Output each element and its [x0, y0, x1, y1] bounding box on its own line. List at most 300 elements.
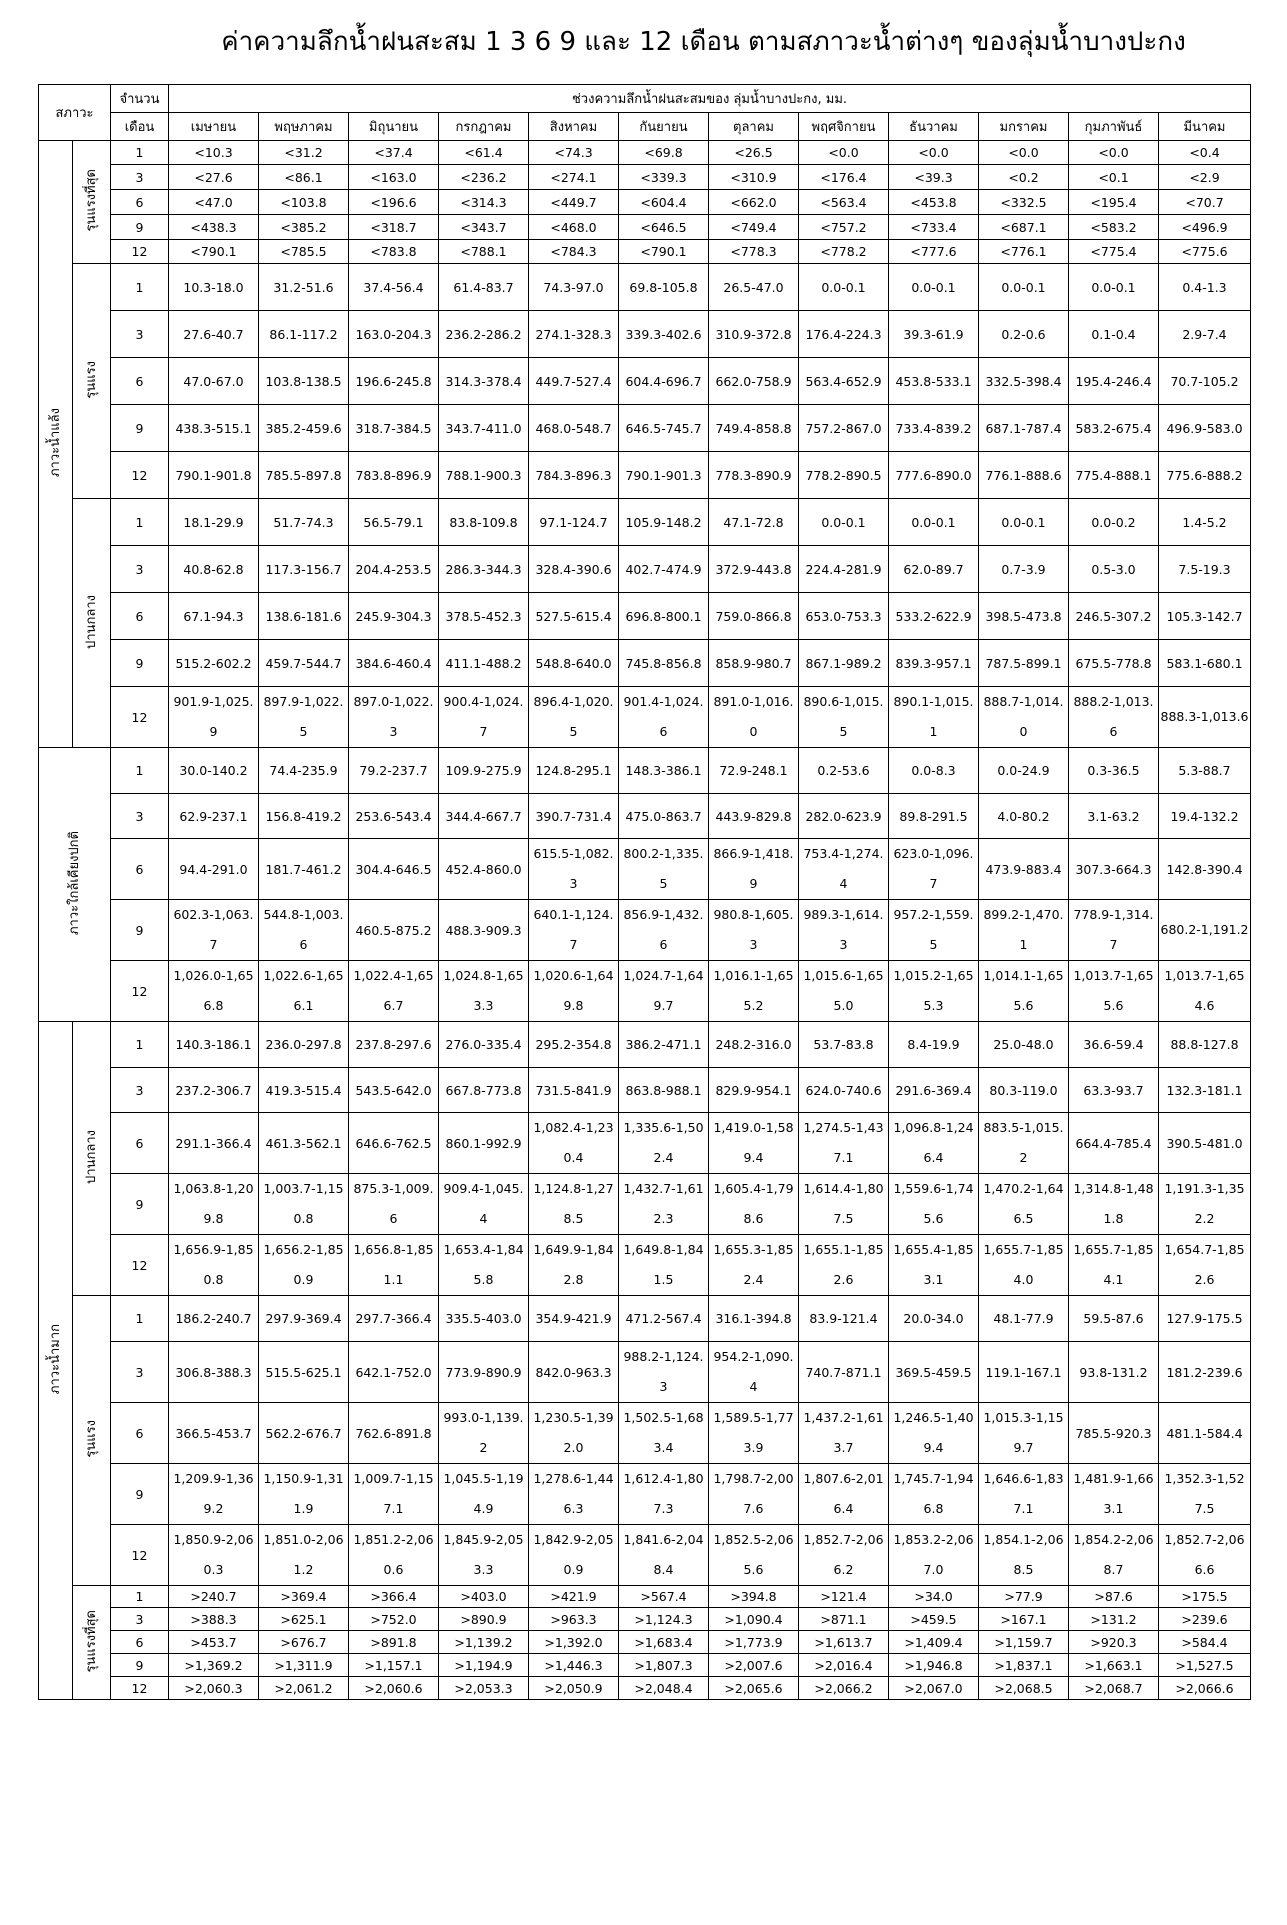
value-cell: <785.5 — [259, 240, 349, 264]
value-cell: 646.6-762.5 — [349, 1113, 439, 1174]
value-cell: >1,124.3 — [619, 1608, 709, 1631]
value-cell: >676.7 — [259, 1631, 349, 1654]
value-cell: 1,278.6-1,446.3 — [529, 1464, 619, 1525]
value-cell: 496.9-583.0 — [1159, 405, 1251, 452]
value-cell: <783.8 — [349, 240, 439, 264]
value-cell: 314.3-378.4 — [439, 358, 529, 405]
value-cell: >121.4 — [799, 1586, 889, 1608]
value-cell: 204.4-253.5 — [349, 546, 439, 593]
value-cell: >752.0 — [349, 1608, 439, 1631]
value-cell: 615.5-1,082.3 — [529, 839, 619, 900]
value-cell: 0.0-0.1 — [979, 499, 1069, 546]
value-cell: <778.2 — [799, 240, 889, 264]
value-cell: 988.2-1,124.3 — [619, 1342, 709, 1403]
value-cell: 237.2-306.7 — [169, 1068, 259, 1113]
value-cell: 74.3-97.0 — [529, 264, 619, 311]
value-cell: 548.8-640.0 — [529, 640, 619, 687]
value-cell: >167.1 — [979, 1608, 1069, 1631]
month-count-cell: 12 — [111, 1525, 169, 1586]
value-cell: >2,060.3 — [169, 1677, 259, 1700]
value-cell: 563.4-652.9 — [799, 358, 889, 405]
vertical-label: ปานกลาง — [84, 594, 99, 649]
value-cell: >2,066.6 — [1159, 1677, 1251, 1700]
value-cell: >890.9 — [439, 1608, 529, 1631]
value-cell: >1,139.2 — [439, 1631, 529, 1654]
value-cell: <31.2 — [259, 141, 349, 165]
value-cell: 900.4-1,024.7 — [439, 687, 529, 748]
value-cell: 860.1-992.9 — [439, 1113, 529, 1174]
value-cell: >369.4 — [259, 1586, 349, 1608]
value-cell: 604.4-696.7 — [619, 358, 709, 405]
value-cell: 372.9-443.8 — [709, 546, 799, 593]
value-cell: 515.5-625.1 — [259, 1342, 349, 1403]
month-count-cell: 12 — [111, 240, 169, 264]
vertical-label: ปานกลาง — [84, 1130, 99, 1184]
value-cell: >2,068.7 — [1069, 1677, 1159, 1700]
header-row — [39, 85, 1251, 113]
value-cell: 398.5-473.8 — [979, 593, 1069, 640]
value-cell: 762.6-891.8 — [349, 1403, 439, 1464]
value-cell: <468.0 — [529, 215, 619, 240]
value-cell: 1,854.1-2,068.5 — [979, 1525, 1069, 1586]
value-cell: 1,655.1-1,852.6 — [799, 1235, 889, 1296]
value-cell: >1,613.7 — [799, 1631, 889, 1654]
value-cell: >459.5 — [889, 1608, 979, 1631]
value-cell: 788.1-900.3 — [439, 452, 529, 499]
value-cell: <70.7 — [1159, 190, 1251, 215]
value-cell: 297.9-369.4 — [259, 1296, 349, 1342]
value-cell: 0.5-3.0 — [1069, 546, 1159, 593]
table-row — [39, 839, 1251, 900]
table-row — [39, 1068, 1251, 1113]
value-cell: >1,683.4 — [619, 1631, 709, 1654]
value-cell: 866.9-1,418.9 — [709, 839, 799, 900]
value-cell: <563.4 — [799, 190, 889, 215]
value-cell: >2,048.4 — [619, 1677, 709, 1700]
value-cell: 0.3-36.5 — [1069, 748, 1159, 794]
value-cell: <790.1 — [169, 240, 259, 264]
value-cell: 286.3-344.3 — [439, 546, 529, 593]
value-cell: 332.5-398.4 — [979, 358, 1069, 405]
value-cell: <310.9 — [709, 165, 799, 190]
value-cell: 40.8-62.8 — [169, 546, 259, 593]
value-cell: <496.9 — [1159, 215, 1251, 240]
value-cell: 27.6-40.7 — [169, 311, 259, 358]
table-row — [39, 748, 1251, 794]
value-cell: 839.3-957.1 — [889, 640, 979, 687]
value-cell: <61.4 — [439, 141, 529, 165]
value-cell: 1,853.2-2,067.0 — [889, 1525, 979, 1586]
value-cell: 0.0-0.1 — [979, 264, 1069, 311]
value-cell: 829.9-954.1 — [709, 1068, 799, 1113]
value-cell: 304.4-646.5 — [349, 839, 439, 900]
value-cell: 366.5-453.7 — [169, 1403, 259, 1464]
value-cell: 867.1-989.2 — [799, 640, 889, 687]
value-cell: 980.8-1,605.3 — [709, 900, 799, 961]
month-header: กันยายน — [619, 113, 709, 141]
value-cell: >1,157.1 — [349, 1654, 439, 1677]
value-cell: <449.7 — [529, 190, 619, 215]
month-count-cell: 1 — [111, 264, 169, 311]
value-cell: 1,009.7-1,157.1 — [349, 1464, 439, 1525]
value-cell: <196.6 — [349, 190, 439, 215]
value-cell: >77.9 — [979, 1586, 1069, 1608]
value-cell: <662.0 — [709, 190, 799, 215]
month-count-cell: 6 — [111, 1631, 169, 1654]
value-cell: 1,842.9-2,050.9 — [529, 1525, 619, 1586]
vertical-label: รุนแรง — [84, 360, 99, 399]
value-cell: 757.2-867.0 — [799, 405, 889, 452]
table-row — [39, 687, 1251, 748]
value-cell: 369.5-459.5 — [889, 1342, 979, 1403]
value-cell: <0.0 — [799, 141, 889, 165]
month-count-cell: 3 — [111, 794, 169, 839]
value-cell: 1,082.4-1,230.4 — [529, 1113, 619, 1174]
table-row — [39, 1403, 1251, 1464]
value-cell: 562.2-676.7 — [259, 1403, 349, 1464]
value-cell: >1,369.2 — [169, 1654, 259, 1677]
header-row — [39, 113, 1251, 141]
value-cell: 67.1-94.3 — [169, 593, 259, 640]
value-cell: 1,470.2-1,646.5 — [979, 1174, 1069, 1235]
value-cell: 624.0-740.6 — [799, 1068, 889, 1113]
value-cell: 51.7-74.3 — [259, 499, 349, 546]
value-cell: <687.1 — [979, 215, 1069, 240]
value-cell: 680.2-1,191.2 — [1159, 900, 1251, 961]
value-cell: <790.1 — [619, 240, 709, 264]
subgroup-label-cell — [73, 499, 111, 748]
value-cell: 109.9-275.9 — [439, 748, 529, 794]
value-cell: 1,432.7-1,612.3 — [619, 1174, 709, 1235]
value-cell: 4.0-80.2 — [979, 794, 1069, 839]
value-cell: >2,068.5 — [979, 1677, 1069, 1700]
value-cell: >1,392.0 — [529, 1631, 619, 1654]
value-cell: 1,022.6-1,656.1 — [259, 961, 349, 1022]
page-title: ค่าความลึกน้ำฝนสะสม 1 3 6 9 และ 12 เดือน ตามสภาวะน้ำต่างๆ ของลุ่มน้ำบางปะกง — [221, 27, 1186, 57]
value-cell: 1,022.4-1,656.7 — [349, 961, 439, 1022]
value-cell: 236.2-286.2 — [439, 311, 529, 358]
value-cell: <0.2 — [979, 165, 1069, 190]
value-cell: 790.1-901.3 — [619, 452, 709, 499]
value-cell: 1,589.5-1,773.9 — [709, 1403, 799, 1464]
value-cell: 79.2-237.7 — [349, 748, 439, 794]
value-cell: 274.1-328.3 — [529, 311, 619, 358]
value-cell: 47.1-72.8 — [709, 499, 799, 546]
value-cell: 775.4-888.1 — [1069, 452, 1159, 499]
value-cell: 778.9-1,314.7 — [1069, 900, 1159, 961]
table-row — [39, 593, 1251, 640]
value-cell: 1,024.8-1,653.3 — [439, 961, 529, 1022]
value-cell: >2,061.2 — [259, 1677, 349, 1700]
month-count-cell: 6 — [111, 593, 169, 640]
month-header: กุมภาพันธ์ — [1069, 113, 1159, 141]
value-cell: 1,559.6-1,745.6 — [889, 1174, 979, 1235]
value-cell: 1,274.5-1,437.1 — [799, 1113, 889, 1174]
month-count-cell: 6 — [111, 358, 169, 405]
value-cell: 777.6-890.0 — [889, 452, 979, 499]
value-cell: 642.1-752.0 — [349, 1342, 439, 1403]
month-count-cell: 12 — [111, 452, 169, 499]
value-cell: 246.5-307.2 — [1069, 593, 1159, 640]
month-count-cell: 9 — [111, 215, 169, 240]
value-cell: <195.4 — [1069, 190, 1159, 215]
value-cell: <0.0 — [1069, 141, 1159, 165]
vertical-label: รุนแรง — [84, 1420, 99, 1458]
value-cell: 993.0-1,139.2 — [439, 1403, 529, 1464]
month-header: มกราคม — [979, 113, 1069, 141]
table-row — [39, 961, 1251, 1022]
value-cell: 0.0-0.1 — [799, 499, 889, 546]
value-cell: 1,649.9-1,842.8 — [529, 1235, 619, 1296]
value-cell: 291.1-366.4 — [169, 1113, 259, 1174]
value-cell: 339.3-402.6 — [619, 311, 709, 358]
value-cell: <0.1 — [1069, 165, 1159, 190]
value-cell: 142.8-390.4 — [1159, 839, 1251, 900]
table-row — [39, 1608, 1251, 1631]
value-cell: >394.8 — [709, 1586, 799, 1608]
value-cell: 481.1-584.4 — [1159, 1403, 1251, 1464]
value-cell: 69.8-105.8 — [619, 264, 709, 311]
month-count-cell: 9 — [111, 1464, 169, 1525]
value-cell: 0.0-0.1 — [889, 499, 979, 546]
value-cell: 138.6-181.6 — [259, 593, 349, 640]
value-cell: <788.1 — [439, 240, 529, 264]
value-cell: <453.8 — [889, 190, 979, 215]
header-count: จำนวน — [111, 85, 169, 113]
value-cell: 888.2-1,013.6 — [1069, 687, 1159, 748]
value-cell: 163.0-204.3 — [349, 311, 439, 358]
month-count-cell: 1 — [111, 499, 169, 546]
value-cell: 897.9-1,022.5 — [259, 687, 349, 748]
value-cell: <757.2 — [799, 215, 889, 240]
value-cell: 30.0-140.2 — [169, 748, 259, 794]
month-header: สิงหาคม — [529, 113, 619, 141]
value-cell: 291.6-369.4 — [889, 1068, 979, 1113]
value-cell: 1,655.3-1,852.4 — [709, 1235, 799, 1296]
value-cell: <27.6 — [169, 165, 259, 190]
value-cell: <776.1 — [979, 240, 1069, 264]
value-cell: 1,850.9-2,060.3 — [169, 1525, 259, 1586]
value-cell: >175.5 — [1159, 1586, 1251, 1608]
value-cell: 1,015.3-1,159.7 — [979, 1403, 1069, 1464]
value-cell: 385.2-459.6 — [259, 405, 349, 452]
value-cell: <37.4 — [349, 141, 439, 165]
value-cell: 0.0-0.2 — [1069, 499, 1159, 546]
value-cell: 181.2-239.6 — [1159, 1342, 1251, 1403]
value-cell: 1,150.9-1,311.9 — [259, 1464, 349, 1525]
value-cell: 888.7-1,014.0 — [979, 687, 1069, 748]
value-cell: <163.0 — [349, 165, 439, 190]
value-cell: <318.7 — [349, 215, 439, 240]
value-cell: 740.7-871.1 — [799, 1342, 889, 1403]
value-cell: 61.4-83.7 — [439, 264, 529, 311]
month-count-cell: 1 — [111, 141, 169, 165]
value-cell: 1,314.8-1,481.8 — [1069, 1174, 1159, 1235]
value-cell: >1,194.9 — [439, 1654, 529, 1677]
value-cell: 253.6-543.4 — [349, 794, 439, 839]
value-cell: 117.3-156.7 — [259, 546, 349, 593]
month-count-cell: 12 — [111, 961, 169, 1022]
table-row — [39, 1342, 1251, 1403]
value-cell: 105.3-142.7 — [1159, 593, 1251, 640]
value-cell: 0.4-1.3 — [1159, 264, 1251, 311]
value-cell: 1,654.7-1,852.6 — [1159, 1235, 1251, 1296]
header-count-unit: เดือน — [111, 113, 169, 141]
value-cell: 891.0-1,016.0 — [709, 687, 799, 748]
header-condition: สภาวะ — [39, 85, 111, 141]
table-row — [39, 794, 1251, 839]
value-cell: <26.5 — [709, 141, 799, 165]
value-cell: 443.9-829.8 — [709, 794, 799, 839]
value-cell: 343.7-411.0 — [439, 405, 529, 452]
value-cell: 899.2-1,470.1 — [979, 900, 1069, 961]
table-row — [39, 1654, 1251, 1677]
value-cell: <339.3 — [619, 165, 709, 190]
value-cell: 384.6-460.4 — [349, 640, 439, 687]
value-cell: 18.1-29.9 — [169, 499, 259, 546]
value-cell: >1,663.1 — [1069, 1654, 1159, 1677]
value-cell: >131.2 — [1069, 1608, 1159, 1631]
value-cell: 753.4-1,274.4 — [799, 839, 889, 900]
month-count-cell: 9 — [111, 405, 169, 452]
month-header: พฤศจิกายน — [799, 113, 889, 141]
value-cell: 1,209.9-1,369.2 — [169, 1464, 259, 1525]
table-row — [39, 215, 1251, 240]
value-cell: 1,063.8-1,209.8 — [169, 1174, 259, 1235]
month-count-cell: 6 — [111, 1403, 169, 1464]
value-cell: 140.3-186.1 — [169, 1022, 259, 1068]
value-cell: 0.2-53.6 — [799, 748, 889, 794]
value-cell: 776.1-888.6 — [979, 452, 1069, 499]
value-cell: 248.2-316.0 — [709, 1022, 799, 1068]
month-count-cell: 9 — [111, 1174, 169, 1235]
value-cell: 0.0-0.1 — [889, 264, 979, 311]
value-cell: 1,096.8-1,246.4 — [889, 1113, 979, 1174]
value-cell: <103.8 — [259, 190, 349, 215]
month-header: เมษายน — [169, 113, 259, 141]
month-count-cell: 12 — [111, 1677, 169, 1700]
subgroup-label-cell — [73, 1022, 111, 1296]
value-cell: 784.3-896.3 — [529, 452, 619, 499]
value-cell: 1,502.5-1,683.4 — [619, 1403, 709, 1464]
value-cell: 675.5-778.8 — [1069, 640, 1159, 687]
value-cell: 1,013.7-1,654.6 — [1159, 961, 1251, 1022]
value-cell: 1,852.7-2,066.6 — [1159, 1525, 1251, 1586]
value-cell: 623.0-1,096.7 — [889, 839, 979, 900]
table-row — [39, 1586, 1251, 1608]
value-cell: 1,851.2-2,060.6 — [349, 1525, 439, 1586]
value-cell: <777.6 — [889, 240, 979, 264]
group-label-cell — [39, 748, 111, 1022]
value-cell: <438.3 — [169, 215, 259, 240]
table-row — [39, 1677, 1251, 1700]
table-row — [39, 190, 1251, 215]
value-cell: >567.4 — [619, 1586, 709, 1608]
value-cell: 1,003.7-1,150.8 — [259, 1174, 349, 1235]
value-cell: 863.8-988.1 — [619, 1068, 709, 1113]
value-cell: 94.4-291.0 — [169, 839, 259, 900]
value-cell: 954.2-1,090.4 — [709, 1342, 799, 1403]
value-cell: 282.0-623.9 — [799, 794, 889, 839]
value-cell: 468.0-548.7 — [529, 405, 619, 452]
value-cell: 318.7-384.5 — [349, 405, 439, 452]
vertical-label: ภาวะใกล้เคียงปกติ — [67, 830, 82, 935]
table-row — [39, 499, 1251, 546]
value-cell: 89.8-291.5 — [889, 794, 979, 839]
value-cell: <583.2 — [1069, 215, 1159, 240]
group-label-cell — [39, 141, 73, 748]
value-cell: 1,124.8-1,278.5 — [529, 1174, 619, 1235]
value-cell: 10.3-18.0 — [169, 264, 259, 311]
value-cell: 237.8-297.6 — [349, 1022, 439, 1068]
value-cell: 1,656.9-1,850.8 — [169, 1235, 259, 1296]
value-cell: <343.7 — [439, 215, 529, 240]
value-cell: 20.0-34.0 — [889, 1296, 979, 1342]
value-cell: >891.8 — [349, 1631, 439, 1654]
table-row — [39, 546, 1251, 593]
value-cell: >2,060.6 — [349, 1677, 439, 1700]
value-cell: 1,015.6-1,655.0 — [799, 961, 889, 1022]
value-cell: 72.9-248.1 — [709, 748, 799, 794]
value-cell: 26.5-47.0 — [709, 264, 799, 311]
value-cell: 53.7-83.8 — [799, 1022, 889, 1068]
value-cell: 460.5-875.2 — [349, 900, 439, 961]
value-cell: <749.4 — [709, 215, 799, 240]
table-row — [39, 358, 1251, 405]
value-cell: >239.6 — [1159, 1608, 1251, 1631]
value-cell: 957.2-1,559.5 — [889, 900, 979, 961]
value-cell: 411.1-488.2 — [439, 640, 529, 687]
value-cell: 856.9-1,432.6 — [619, 900, 709, 961]
month-header: พฤษภาคม — [259, 113, 349, 141]
value-cell: 1,614.4-1,807.5 — [799, 1174, 889, 1235]
value-cell: >34.0 — [889, 1586, 979, 1608]
value-cell: 1,352.3-1,527.5 — [1159, 1464, 1251, 1525]
table-row — [39, 900, 1251, 961]
value-cell: 335.5-403.0 — [439, 1296, 529, 1342]
value-cell: <332.5 — [979, 190, 1069, 215]
value-cell: 1,655.4-1,853.1 — [889, 1235, 979, 1296]
value-cell: 176.4-224.3 — [799, 311, 889, 358]
value-cell: 438.3-515.1 — [169, 405, 259, 452]
value-cell: 127.9-175.5 — [1159, 1296, 1251, 1342]
table-row — [39, 165, 1251, 190]
value-cell: 459.7-544.7 — [259, 640, 349, 687]
subgroup-label-cell — [73, 141, 111, 264]
value-cell: 785.5-897.8 — [259, 452, 349, 499]
month-count-cell: 1 — [111, 1296, 169, 1342]
value-cell: 1,656.2-1,850.9 — [259, 1235, 349, 1296]
value-cell: 646.5-745.7 — [619, 405, 709, 452]
value-cell: <314.3 — [439, 190, 529, 215]
value-cell: 93.8-131.2 — [1069, 1342, 1159, 1403]
month-count-cell: 6 — [111, 839, 169, 900]
value-cell: 1,246.5-1,409.4 — [889, 1403, 979, 1464]
value-cell: >963.3 — [529, 1608, 619, 1631]
vertical-label: ภาวะน้ำแล้ง — [48, 407, 63, 478]
value-cell: 473.9-883.4 — [979, 839, 1069, 900]
value-cell: >2,050.9 — [529, 1677, 619, 1700]
value-cell: <775.4 — [1069, 240, 1159, 264]
value-cell: 344.4-667.7 — [439, 794, 529, 839]
value-cell: 775.6-888.2 — [1159, 452, 1251, 499]
value-cell: 83.8-109.8 — [439, 499, 529, 546]
table-row — [39, 1174, 1251, 1235]
month-count-cell: 1 — [111, 748, 169, 794]
value-cell: 25.0-48.0 — [979, 1022, 1069, 1068]
value-cell: 56.5-79.1 — [349, 499, 439, 546]
month-header: ธันวาคม — [889, 113, 979, 141]
